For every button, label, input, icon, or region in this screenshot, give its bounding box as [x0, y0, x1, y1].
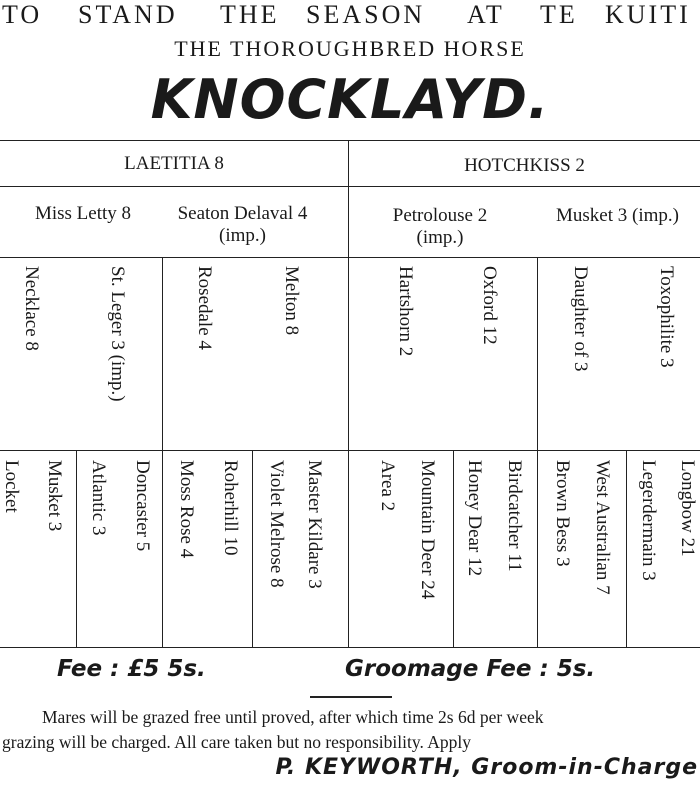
great-great-grandparent-cell: Longbow 21 — [677, 460, 698, 557]
table-bottom-border — [0, 647, 700, 648]
great-great-grandparent-cell: Musket 3 — [44, 460, 65, 532]
headline-word: TE — [540, 0, 578, 29]
great-great-grandparent-cell: Violet Melrose 8 — [266, 460, 287, 588]
grandparent-cell: Petrolouse 2 (imp.) — [392, 205, 488, 248]
notice-line: Mares will be grazed free until proved, after which time 2s 6d per week — [42, 707, 544, 727]
table-divider — [537, 258, 538, 647]
great-grandparent-cell: Toxophilite 3 — [656, 266, 677, 368]
headline-word: THE — [220, 0, 280, 29]
table-rule — [0, 450, 700, 451]
table-divider — [76, 451, 77, 647]
table-top-border — [0, 140, 700, 141]
horse-name-title: KNOCKLAYD. — [150, 68, 550, 131]
great-great-grandparent-cell: Area 2 — [377, 460, 398, 512]
headline-word: TO — [2, 0, 43, 29]
separator-rule — [310, 696, 392, 698]
great-grandparent-cell: Rosedale 4 — [194, 266, 215, 350]
great-great-grandparent-cell: Moss Rose 4 — [176, 460, 197, 559]
subheadline: THE THOROUGHBRED HORSE — [174, 36, 526, 61]
grandparent-cell: Miss Letty 8 — [34, 203, 132, 224]
table-divider — [162, 258, 163, 647]
headline-word: KUITI — [605, 0, 691, 29]
table-rule — [0, 257, 700, 258]
great-great-grandparent-cell: Brown Bess 3 — [552, 460, 573, 567]
groomage-fee: Groomage Fee : 5s. — [345, 656, 596, 682]
headline-stand-season — [0, 0, 700, 30]
stud-fee: Fee : £5 5s. — [57, 656, 206, 682]
great-grandparent-cell: Melton 8 — [281, 266, 302, 336]
great-great-grandparent-cell: Honey Dear 12 — [464, 460, 485, 577]
table-divider — [252, 451, 253, 647]
signature: P. KEYWORTH, Groom-in-Charge — [275, 755, 698, 780]
grandparent-cell: Seaton Delaval 4 (imp.) — [177, 203, 308, 246]
grandparent-cell: Musket 3 (imp.) — [556, 205, 679, 226]
great-grandparent-cell: St. Leger 3 (imp.) — [107, 266, 128, 402]
great-grandparent-cell: Oxford 12 — [479, 266, 500, 345]
table-divider — [626, 451, 627, 647]
sire-cell: HOTCHKISS 2 — [464, 155, 585, 176]
great-grandparent-cell: Necklace 8 — [21, 266, 42, 351]
great-great-grandparent-cell: Legerdermain 3 — [638, 460, 659, 581]
notice-line: grazing will be charged. All care taken but no responsibility. Apply — [2, 732, 471, 752]
great-great-grandparent-cell: Atlantic 3 — [88, 460, 109, 536]
great-great-grandparent-cell: Roherhill 10 — [220, 460, 241, 556]
table-rule — [0, 186, 700, 187]
headline-word: SEASON — [306, 0, 426, 29]
table-divider — [348, 141, 349, 647]
great-grandparent-cell: Daughter of 3 — [570, 266, 591, 372]
table-divider — [453, 451, 454, 647]
great-great-grandparent-cell: Master Kildare 3 — [304, 460, 325, 589]
great-great-grandparent-cell: Birdcatcher 11 — [504, 460, 525, 572]
great-great-grandparent-cell: Doncaster 5 — [132, 460, 153, 552]
great-great-grandparent-cell: Mountain Deer 24 — [417, 460, 438, 600]
headline-word: STAND — [78, 0, 178, 29]
great-great-grandparent-cell: Locket — [1, 460, 22, 513]
great-grandparent-cell: Hartshorn 2 — [395, 266, 416, 357]
headline-word: AT — [467, 0, 505, 29]
great-great-grandparent-cell: West Australian 7 — [592, 460, 613, 595]
dam-cell: LAETITIA 8 — [124, 153, 224, 174]
